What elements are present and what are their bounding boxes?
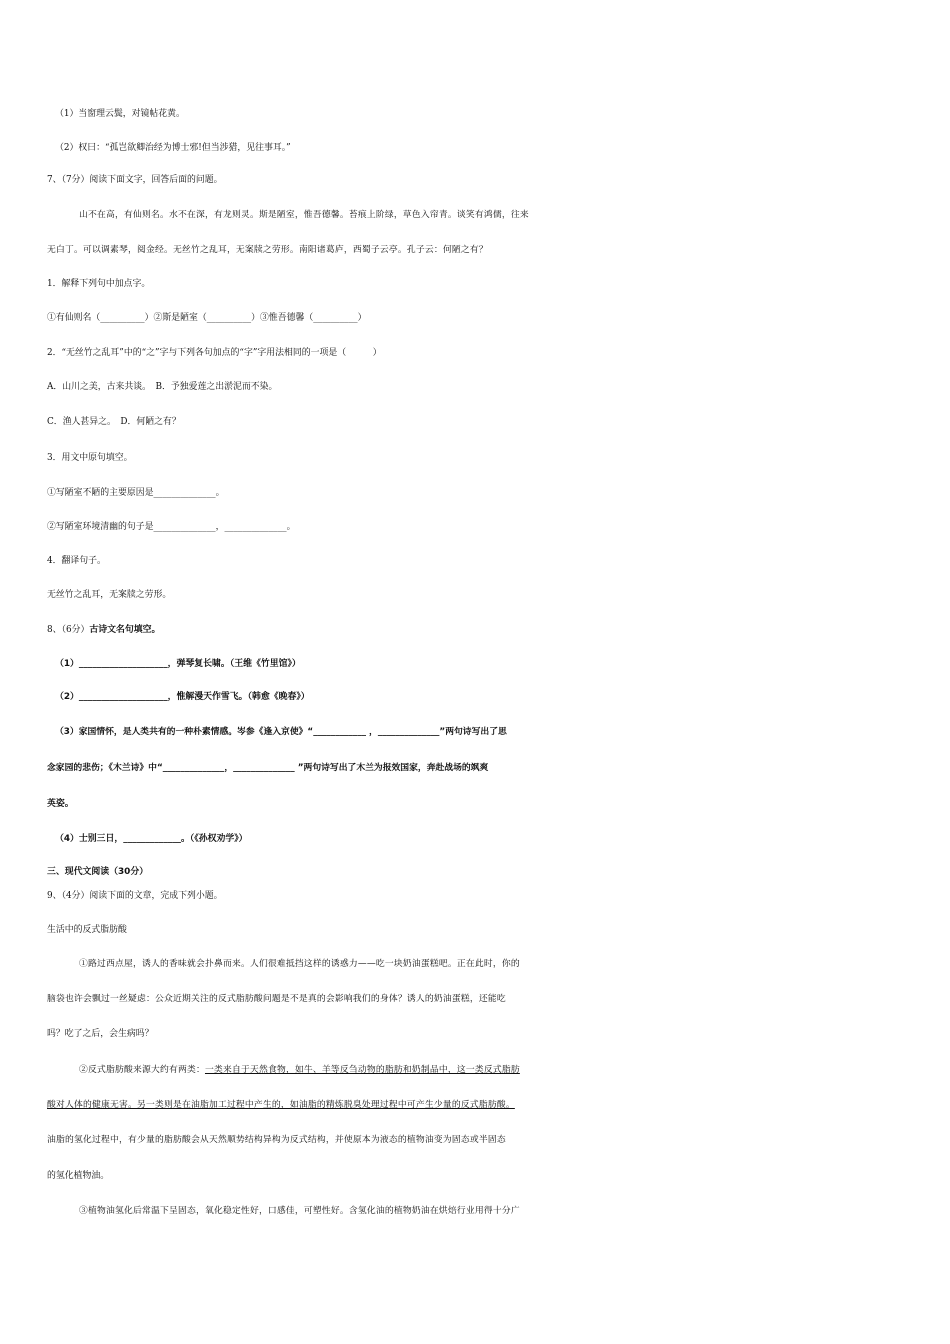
q7-sub-3-item-1: ①写陋室不陋的主要原因是______________。 (47, 488, 225, 498)
q7-option-ab: A．山川之美，古来共谈。 B．予独爱莲之出淤泥而不染。 (47, 382, 278, 392)
question-8-number: 8、（6分） (47, 625, 90, 635)
article-p1-line-2: 脑袋也许会飘过一丝疑虑：公众近期关注的反式脂肪酸问题是不是真的会影响我们的身体？诱人的奶油蛋糕，还能吃 (47, 994, 506, 1004)
question-9-header: 9、（4分）阅读下面的文章，完成下列小题。 (47, 891, 223, 901)
article-p2-line-1 (79, 1060, 939, 1080)
q7-sub-3: 3．用文中原句填空。 (47, 453, 133, 463)
section-3-heading: 三、现代文阅读（30分） (47, 867, 149, 877)
q8-item-4: （4）士别三日，_____________。（《孙权劝学》） (55, 834, 248, 844)
article-p2-underlined-1: 一类来自于天然食物，如牛、羊等反刍动物的脂肪和奶制品中，这一类反式脂肪 (204, 1065, 520, 1075)
q7-sub-3-item-2: ②写陋室环境清幽的句子是______________，______________。 (47, 522, 296, 532)
q7-sub-1: 1．解释下列句中加点字。 (47, 279, 151, 289)
article-p2-underlined-2: 酸对人体的健康无害。另一类则是在油脂加工过程中产生的，如油脂的精炼脱臭处理过程中可产生少量的反式脂肪酸。 (47, 1100, 515, 1110)
q8-item-3-line-3: 英姿。 (47, 799, 74, 809)
q7-sub-4-sentence: 无丝竹之乱耳，无案牍之劳形。 (47, 590, 172, 600)
question-8-title: 古诗文名句填空。 (89, 625, 161, 635)
quote-line-2: （2）权曰：“孤岂欲卿治经为博士邪!但当涉猎，见往事耳。” (55, 143, 291, 153)
q8-item-2: （2）____________________，惟解漫天作雪飞。（韩愈《晚春》） (55, 692, 310, 702)
q8-item-3-line-1: （3）家国情怀，是人类共有的一种朴素情感。岑参《逢入京使》“____________ ，______________”两句诗写出了思 (55, 727, 507, 737)
passage-line-1: 山不在高，有仙则名。水不在深，有龙则灵。斯是陋室，惟吾德馨。苔痕上阶绿，草色入帘青。谈笑有鸿儒，往来 (79, 210, 529, 220)
question-7-header: 7、（7分）阅读下面文字，回答后面的问题。 (47, 175, 223, 185)
poem-line-1: （1）当窗理云鬓，对镜帖花黄。 (55, 109, 185, 119)
passage-line-2: 无白丁。可以调素琴，阅金经。无丝竹之乱耳，无案牍之劳形。南阳诸葛庐，西蜀子云亭。孔子云：何陋之有？ (47, 245, 488, 255)
article-p2-lead: ②反式脂肪酸来源大约有两类： (79, 1065, 205, 1075)
q7-option-cd: C．渔人甚异之。 D．何陋之有？ (47, 417, 181, 427)
question-8-header (47, 620, 907, 640)
article-title: 生活中的反式脂肪酸 (47, 925, 127, 935)
article-p2-line-3: 油脂的氢化过程中，有少量的脂肪酸会从天然顺势结构异构为反式结构，并使原本为液态的植物油变为固态或半固态 (47, 1135, 506, 1145)
q8-item-1: （1）____________________，弹琴复长啸。（王维《竹里馆》） (55, 659, 301, 669)
article-p3-line-1: ③植物油氢化后常温下呈固态，氧化稳定性好，口感佳，可塑性好。含氢化油的植物奶油在烘焙行业用得十分广 (79, 1206, 520, 1216)
article-p1-line-3: 吗？吃了之后，会生病吗？ (47, 1029, 154, 1039)
article-p2-line-4: 的氢化植物油。 (47, 1171, 110, 1181)
q7-sub-2: 2．“无丝竹之乱耳”中的“之”字与下列各句加点的“字”字用法相同的一项是（ ） (47, 348, 382, 358)
article-p1-line-1: ①路过西点屋，诱人的香味就会扑鼻而来。人们很难抵挡这样的诱惑力——吃一块奶油蛋糕吧。正在此时，你的 (79, 959, 520, 969)
q7-sub-1-blanks: ①有仙则名（__________）②斯是陋室（__________）③惟吾德馨（__________） (47, 313, 367, 323)
q8-item-3-line-2: 念家园的悲伤；《木兰诗》中“______________，______________ ”两句诗写出了木兰为报效国家，奔赴战场的飒爽 (47, 763, 489, 773)
q7-sub-4: 4．翻译句子。 (47, 556, 106, 566)
